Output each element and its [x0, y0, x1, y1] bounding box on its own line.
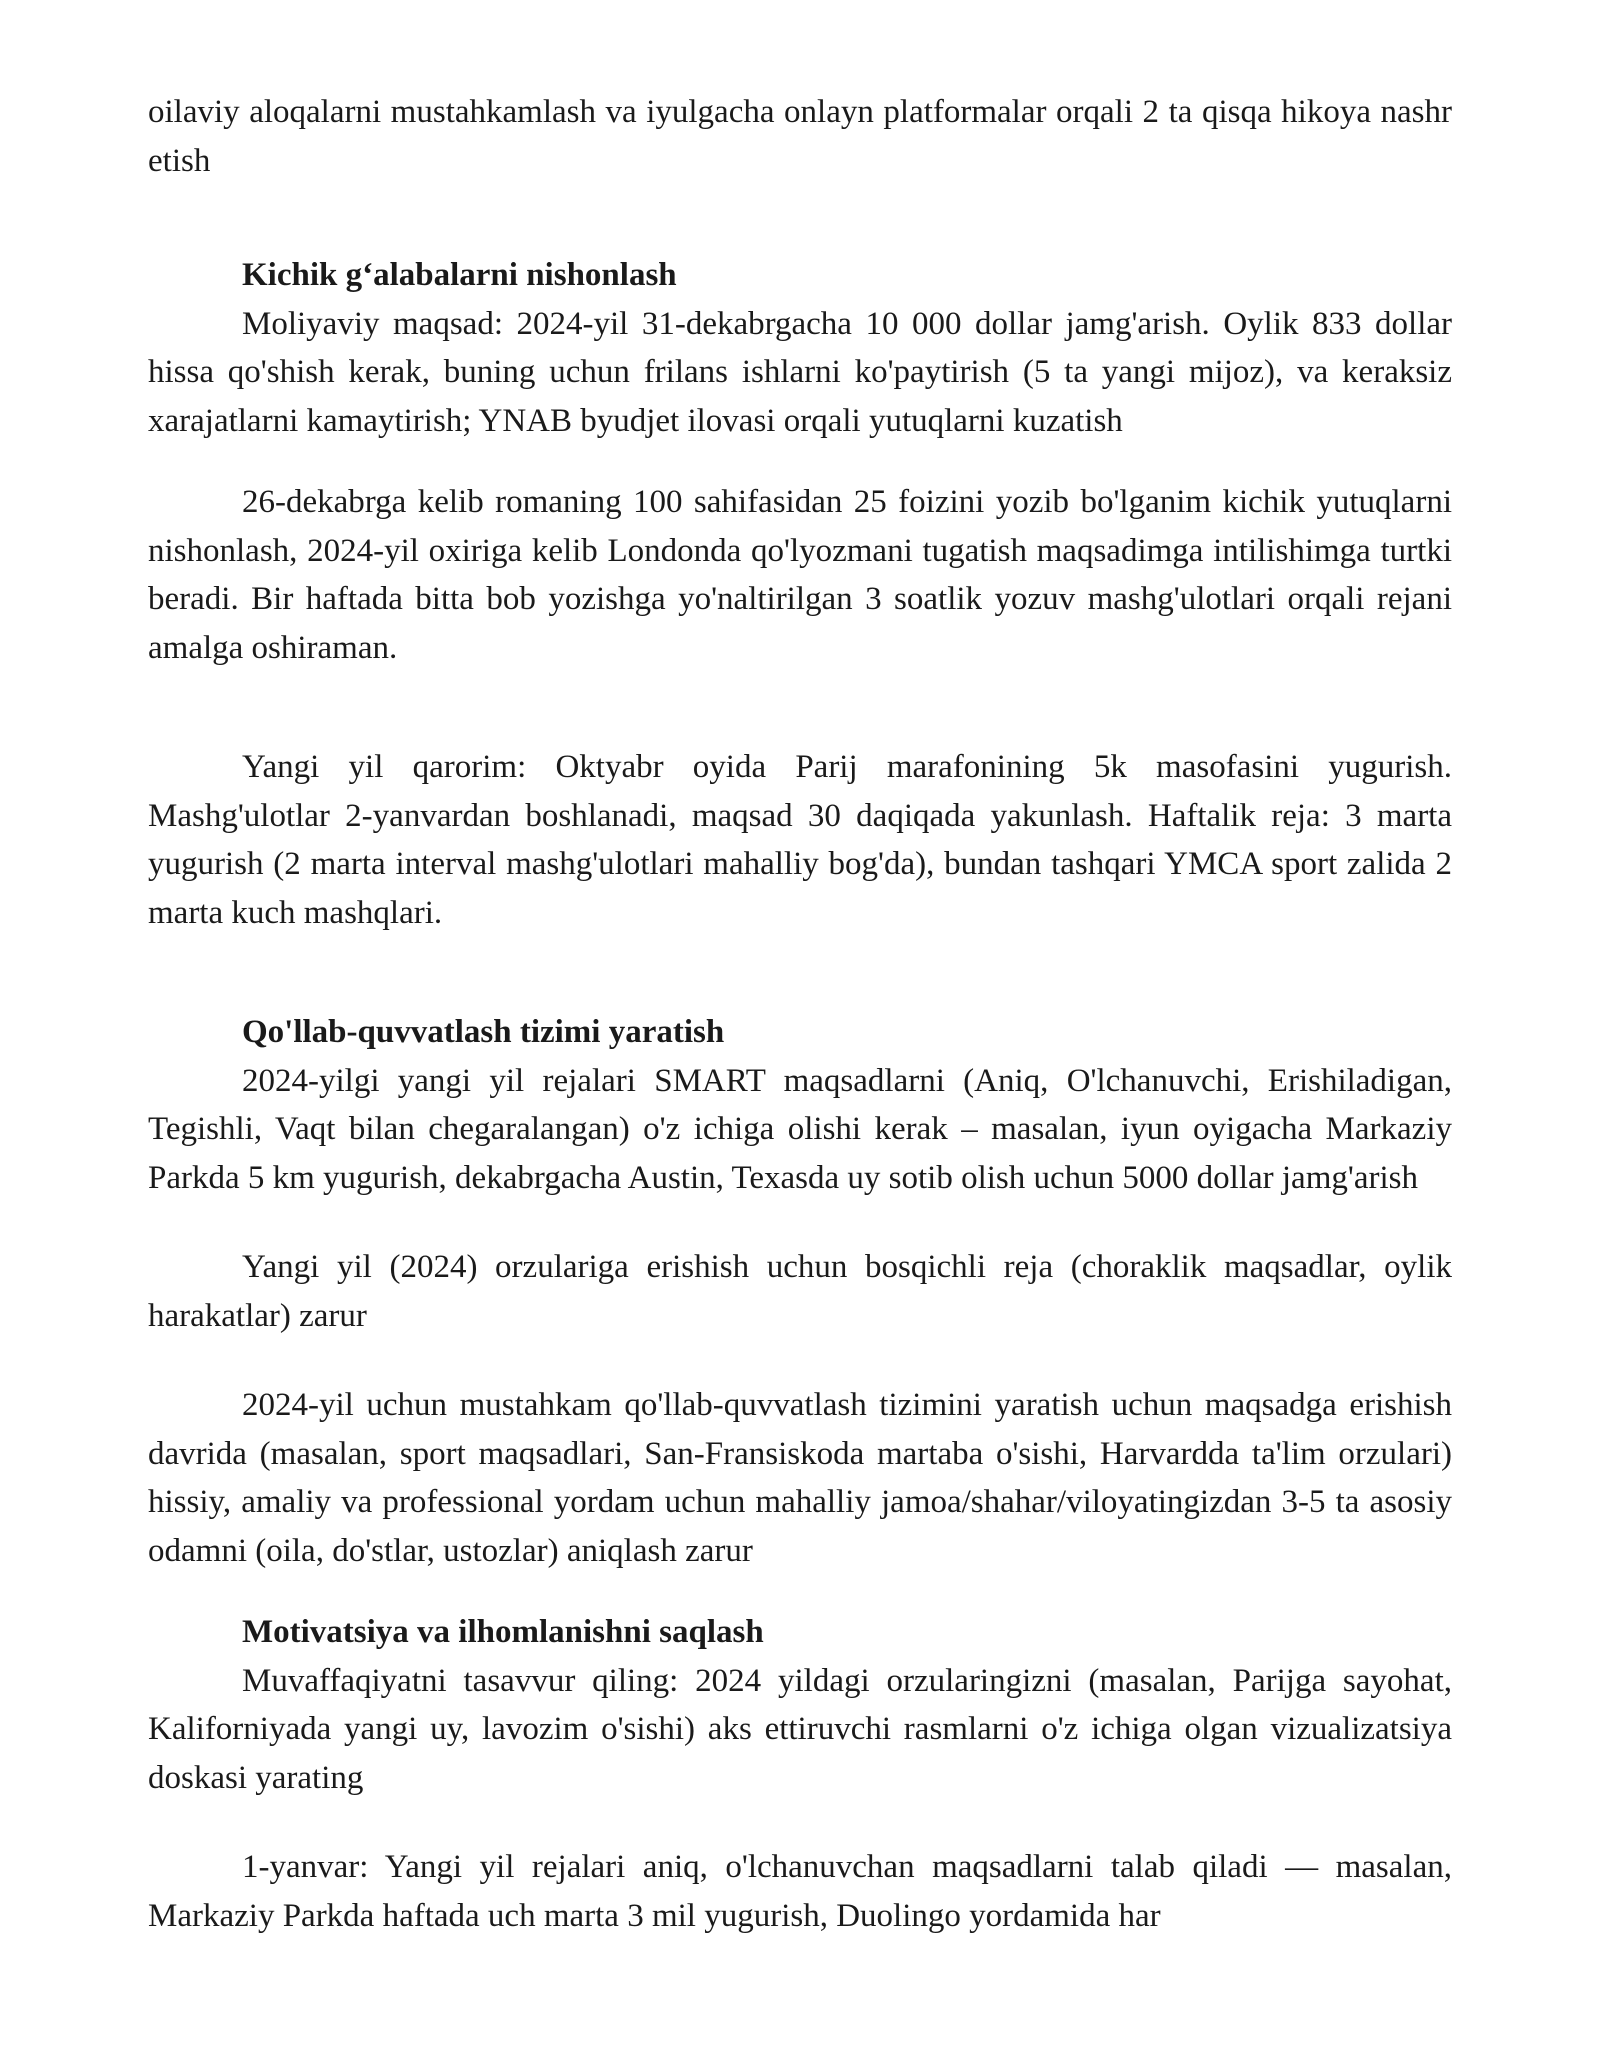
- document-page: [148, 88, 1452, 1940]
- section-heading-small-wins: Kichik g‘alabalarni nishonlash: [242, 257, 677, 293]
- paragraph-support-people: 2024-yil uchun mustahkam qo'llab-quvvatlash tizimini yaratish uchun maqsadga erishish davrida (masalan, sport maqsadlari, San-Fransiskoda martaba o'sishi, Harvardda ta'lim orzulari) hissiy, amaliy va professional yordam uchun mahalliy jamoa/shahar/viloyatingizdan 3-5 ta asosiy odamni (oila, do'stlar, ustozlar) aniqlash zarur: [148, 1387, 1452, 1569]
- paragraph-vision-board: Muvaffaqiyatni tasavvur qiling: 2024 yildagi orzularingizni (masalan, Parijga sayohat, Kaliforniyada yangi uy, lavozim o'sishi) aks ettiruvchi rasmlarni o'z ichiga olgan vizualizatsiya doskasi yarating: [148, 1662, 1452, 1796]
- paragraph-intro: oilaviy aloqalarni mustahkamlash va iyulgacha onlayn platformalar orqali 2 ta qisqa hikoya nashr etish: [148, 94, 1452, 179]
- section-heading-motivation: Motivatsiya va ilhomlanishni saqlash: [242, 1614, 764, 1650]
- section-heading-support-system: Qo'llab-quvvatlash tizimi yaratish: [242, 1014, 725, 1050]
- paragraph-january-plans: 1-yanvar: Yangi yil rejalari aniq, o'lchanuvchan maqsadlarni talab qiladi — masalan, Markaziy Parkda haftada uch marta 3 mil yugurish, Duolingo yordamida har: [148, 1849, 1452, 1934]
- paragraph-financial-goal: Moliyaviy maqsad: 2024-yil 31-dekabrgacha 10 000 dollar jamg'arish. Oylik 833 dollar hissa qo'shish kerak, buning uchun frilans ishlarni ko'paytirish (5 ta yangi mijoz), va keraksiz xarajatlarni kamaytirish; YNAB byudjet ilovasi orqali yutuqlarni kuzatish: [148, 305, 1452, 439]
- paragraph-smart-goals: 2024-yilgi yangi yil rejalari SMART maqsadlarni (Aniq, O'lchanuvchi, Erishiladigan, Tegishli, Vaqt bilan chegaralangan) o'z ichiga olishi kerak – masalan, iyun oyigacha Markaziy Parkda 5 km yugurish, dekabrgacha Austin, Texasda uy sotib olish uchun 5000 dollar jamg'arish: [148, 1062, 1452, 1196]
- paragraph-staged-plan: Yangi yil (2024) orzulariga erishish uchun bosqichli reja (choraklik maqsadlar, oylik harakatlar) zarur: [148, 1249, 1452, 1334]
- paragraph-novel-progress: 26-dekabrga kelib romaning 100 sahifasidan 25 foizini yozib bo'lganim kichik yutuqlarni nishonlash, 2024-yil oxiriga kelib Londonda qo'lyozmani tugatish maqsadimga intilishimga turtki beradi. Bir haftada bitta bob yozishga yo'naltirilgan 3 soatlik yozuv mashg'ulotlari orqali rejani amalga oshiraman.: [148, 484, 1452, 666]
- paragraph-marathon-resolution: Yangi yil qarorim: Oktyabr oyida Parij marafonining 5k masofasini yugurish. Mashg'ulotlar 2-yanvardan boshlanadi, maqsad 30 daqiqada yakunlash. Haftalik reja: 3 marta yugurish (2 marta interval mashg'ulotlari mahalliy bog'da), bundan tashqari YMCA sport zalida 2 marta kuch mashqlari.: [148, 749, 1452, 931]
